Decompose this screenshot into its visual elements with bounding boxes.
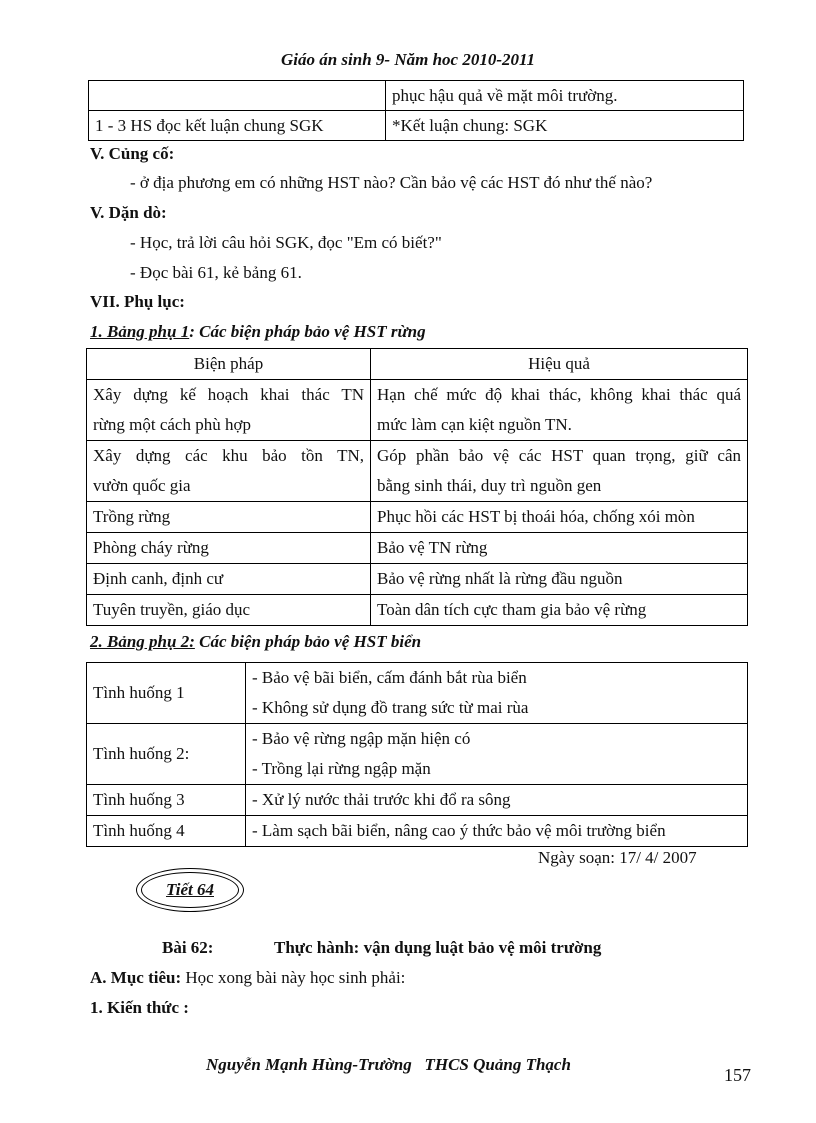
continued-activity-table bbox=[88, 80, 744, 141]
cell-line: Hạn chế mức độ khai thác, không khai thác quá bbox=[377, 385, 741, 404]
column-header: Biện pháp bbox=[87, 349, 371, 380]
page-number: 157 bbox=[724, 1065, 751, 1085]
cell-line: vườn quốc gia bbox=[93, 476, 191, 495]
table-cell bbox=[87, 441, 371, 502]
forest-protection-table bbox=[86, 348, 748, 626]
table-row bbox=[87, 533, 748, 564]
cell-line: - Trồng lại rừng ngập mặn bbox=[252, 759, 431, 778]
table-cell: Toàn dân tích cực tham gia bảo vệ rừng bbox=[371, 595, 748, 626]
column-header: Hiệu quả bbox=[371, 349, 748, 380]
table1-caption-label: 1. Bảng phụ 1 bbox=[90, 322, 190, 341]
section-heading-dan-do: V. Dặn dò: bbox=[90, 203, 167, 222]
table-cell bbox=[89, 81, 386, 111]
cell-line: - Không sử dụng đồ trang sức từ mai rùa bbox=[252, 698, 529, 717]
table-row bbox=[87, 663, 748, 724]
table-row bbox=[87, 564, 748, 595]
table-cell: - Làm sạch bãi biển, nâng cao ý thức bảo vệ môi trường biển bbox=[246, 816, 748, 847]
table-cell: Bảo vệ rừng nhất là rừng đầu nguồn bbox=[371, 564, 748, 595]
cell-line: Góp phần bảo vệ các HST quan trọng, giữ cân bbox=[377, 446, 741, 465]
table-cell bbox=[371, 441, 748, 502]
lesson-badge-label: Tiết 64 bbox=[141, 872, 239, 908]
table-row bbox=[87, 441, 748, 502]
lesson-number: Bài 62: bbox=[162, 938, 214, 957]
objective-text: Học xong bài này học sinh phải: bbox=[181, 968, 406, 987]
section-heading-phu-luc: VII. Phụ lục: bbox=[90, 292, 185, 311]
list-item: - ở địa phương em có những HST nào? Cần bảo vệ các HST đó như thế nào? bbox=[130, 173, 653, 192]
table-cell: Tình huống 2: bbox=[87, 724, 246, 785]
table2-caption-text: Các biện pháp bảo vệ HST biển bbox=[194, 632, 422, 651]
table-cell: - Xử lý nước thải trước khi đổ ra sông bbox=[246, 785, 748, 816]
cell-line: Xây dựng kế hoạch khai thác TN bbox=[93, 385, 364, 404]
table-row bbox=[89, 81, 744, 111]
table1-caption-text: : Các biện pháp bảo vệ HST rừng bbox=[189, 322, 426, 341]
table-cell: Phục hồi các HST bị thoái hóa, chống xói mòn bbox=[371, 502, 748, 533]
table-cell bbox=[87, 380, 371, 441]
table-cell: 1 - 3 HS đọc kết luận chung SGK bbox=[89, 111, 386, 141]
table1-caption bbox=[90, 322, 426, 342]
table-cell: Trồng rừng bbox=[87, 502, 371, 533]
table2-caption-label: 2. Bảng phụ 2: bbox=[90, 632, 195, 651]
cell-line: mức làm cạn kiệt nguồn TN. bbox=[377, 415, 572, 434]
table-row bbox=[87, 595, 748, 626]
list-item: - Học, trả lời câu hỏi SGK, đọc "Em có biết?" bbox=[130, 233, 442, 252]
table-cell: Định canh, định cư bbox=[87, 564, 371, 595]
table-cell: Tình huống 4 bbox=[87, 816, 246, 847]
cell-line: Xây dựng các khu bảo tồn TN, bbox=[93, 446, 364, 465]
objective bbox=[90, 968, 405, 988]
table-cell: Phòng cháy rừng bbox=[87, 533, 371, 564]
cell-line: rừng một cách phù hợp bbox=[93, 415, 251, 434]
page-header-title: Giáo án sinh 9- Năm hoc 2010-2011 bbox=[280, 50, 536, 69]
table-cell: Tình huống 3 bbox=[87, 785, 246, 816]
cell-line: bằng sinh thái, duy trì nguồn gen bbox=[377, 476, 602, 495]
prep-date: Ngày soạn: 17/ 4/ 2007 bbox=[538, 848, 697, 867]
table-cell bbox=[371, 380, 748, 441]
lesson-badge bbox=[136, 868, 244, 912]
table-cell: phục hậu quả về mặt môi trường. bbox=[386, 81, 744, 111]
table-row bbox=[87, 380, 748, 441]
table-cell: *Kết luận chung: SGK bbox=[386, 111, 744, 141]
marine-protection-table bbox=[86, 662, 748, 847]
table-row bbox=[87, 502, 748, 533]
table-row bbox=[89, 111, 744, 141]
list-item: - Đọc bài 61, kẻ bảng 61. bbox=[130, 263, 302, 282]
table-cell: Tình huống 1 bbox=[87, 663, 246, 724]
objective-label: A. Mục tiêu: bbox=[90, 968, 182, 987]
knowledge-heading: 1. Kiến thức : bbox=[90, 998, 189, 1017]
cell-line: - Bảo vệ rừng ngập mặn hiện có bbox=[252, 729, 471, 748]
table-header-row bbox=[87, 349, 748, 380]
table-row bbox=[87, 816, 748, 847]
table-cell: Tuyên truyền, giáo dục bbox=[87, 595, 371, 626]
table-row bbox=[87, 724, 748, 785]
footer-author: Nguyễn Mạnh Hùng-Trường THCS Quảng Thạch bbox=[206, 1055, 571, 1074]
table-cell: Bảo vệ TN rừng bbox=[371, 533, 748, 564]
cell-line: - Bảo vệ bãi biển, cấm đánh bắt rùa biển bbox=[252, 668, 527, 687]
table-row bbox=[87, 785, 748, 816]
section-heading-cung-co: V. Củng cố: bbox=[90, 144, 175, 163]
lesson-title: Thực hành: vận dụng luật bảo vệ môi trường bbox=[274, 938, 602, 957]
table-cell bbox=[246, 724, 748, 785]
table-cell bbox=[246, 663, 748, 724]
table2-caption bbox=[90, 632, 421, 652]
